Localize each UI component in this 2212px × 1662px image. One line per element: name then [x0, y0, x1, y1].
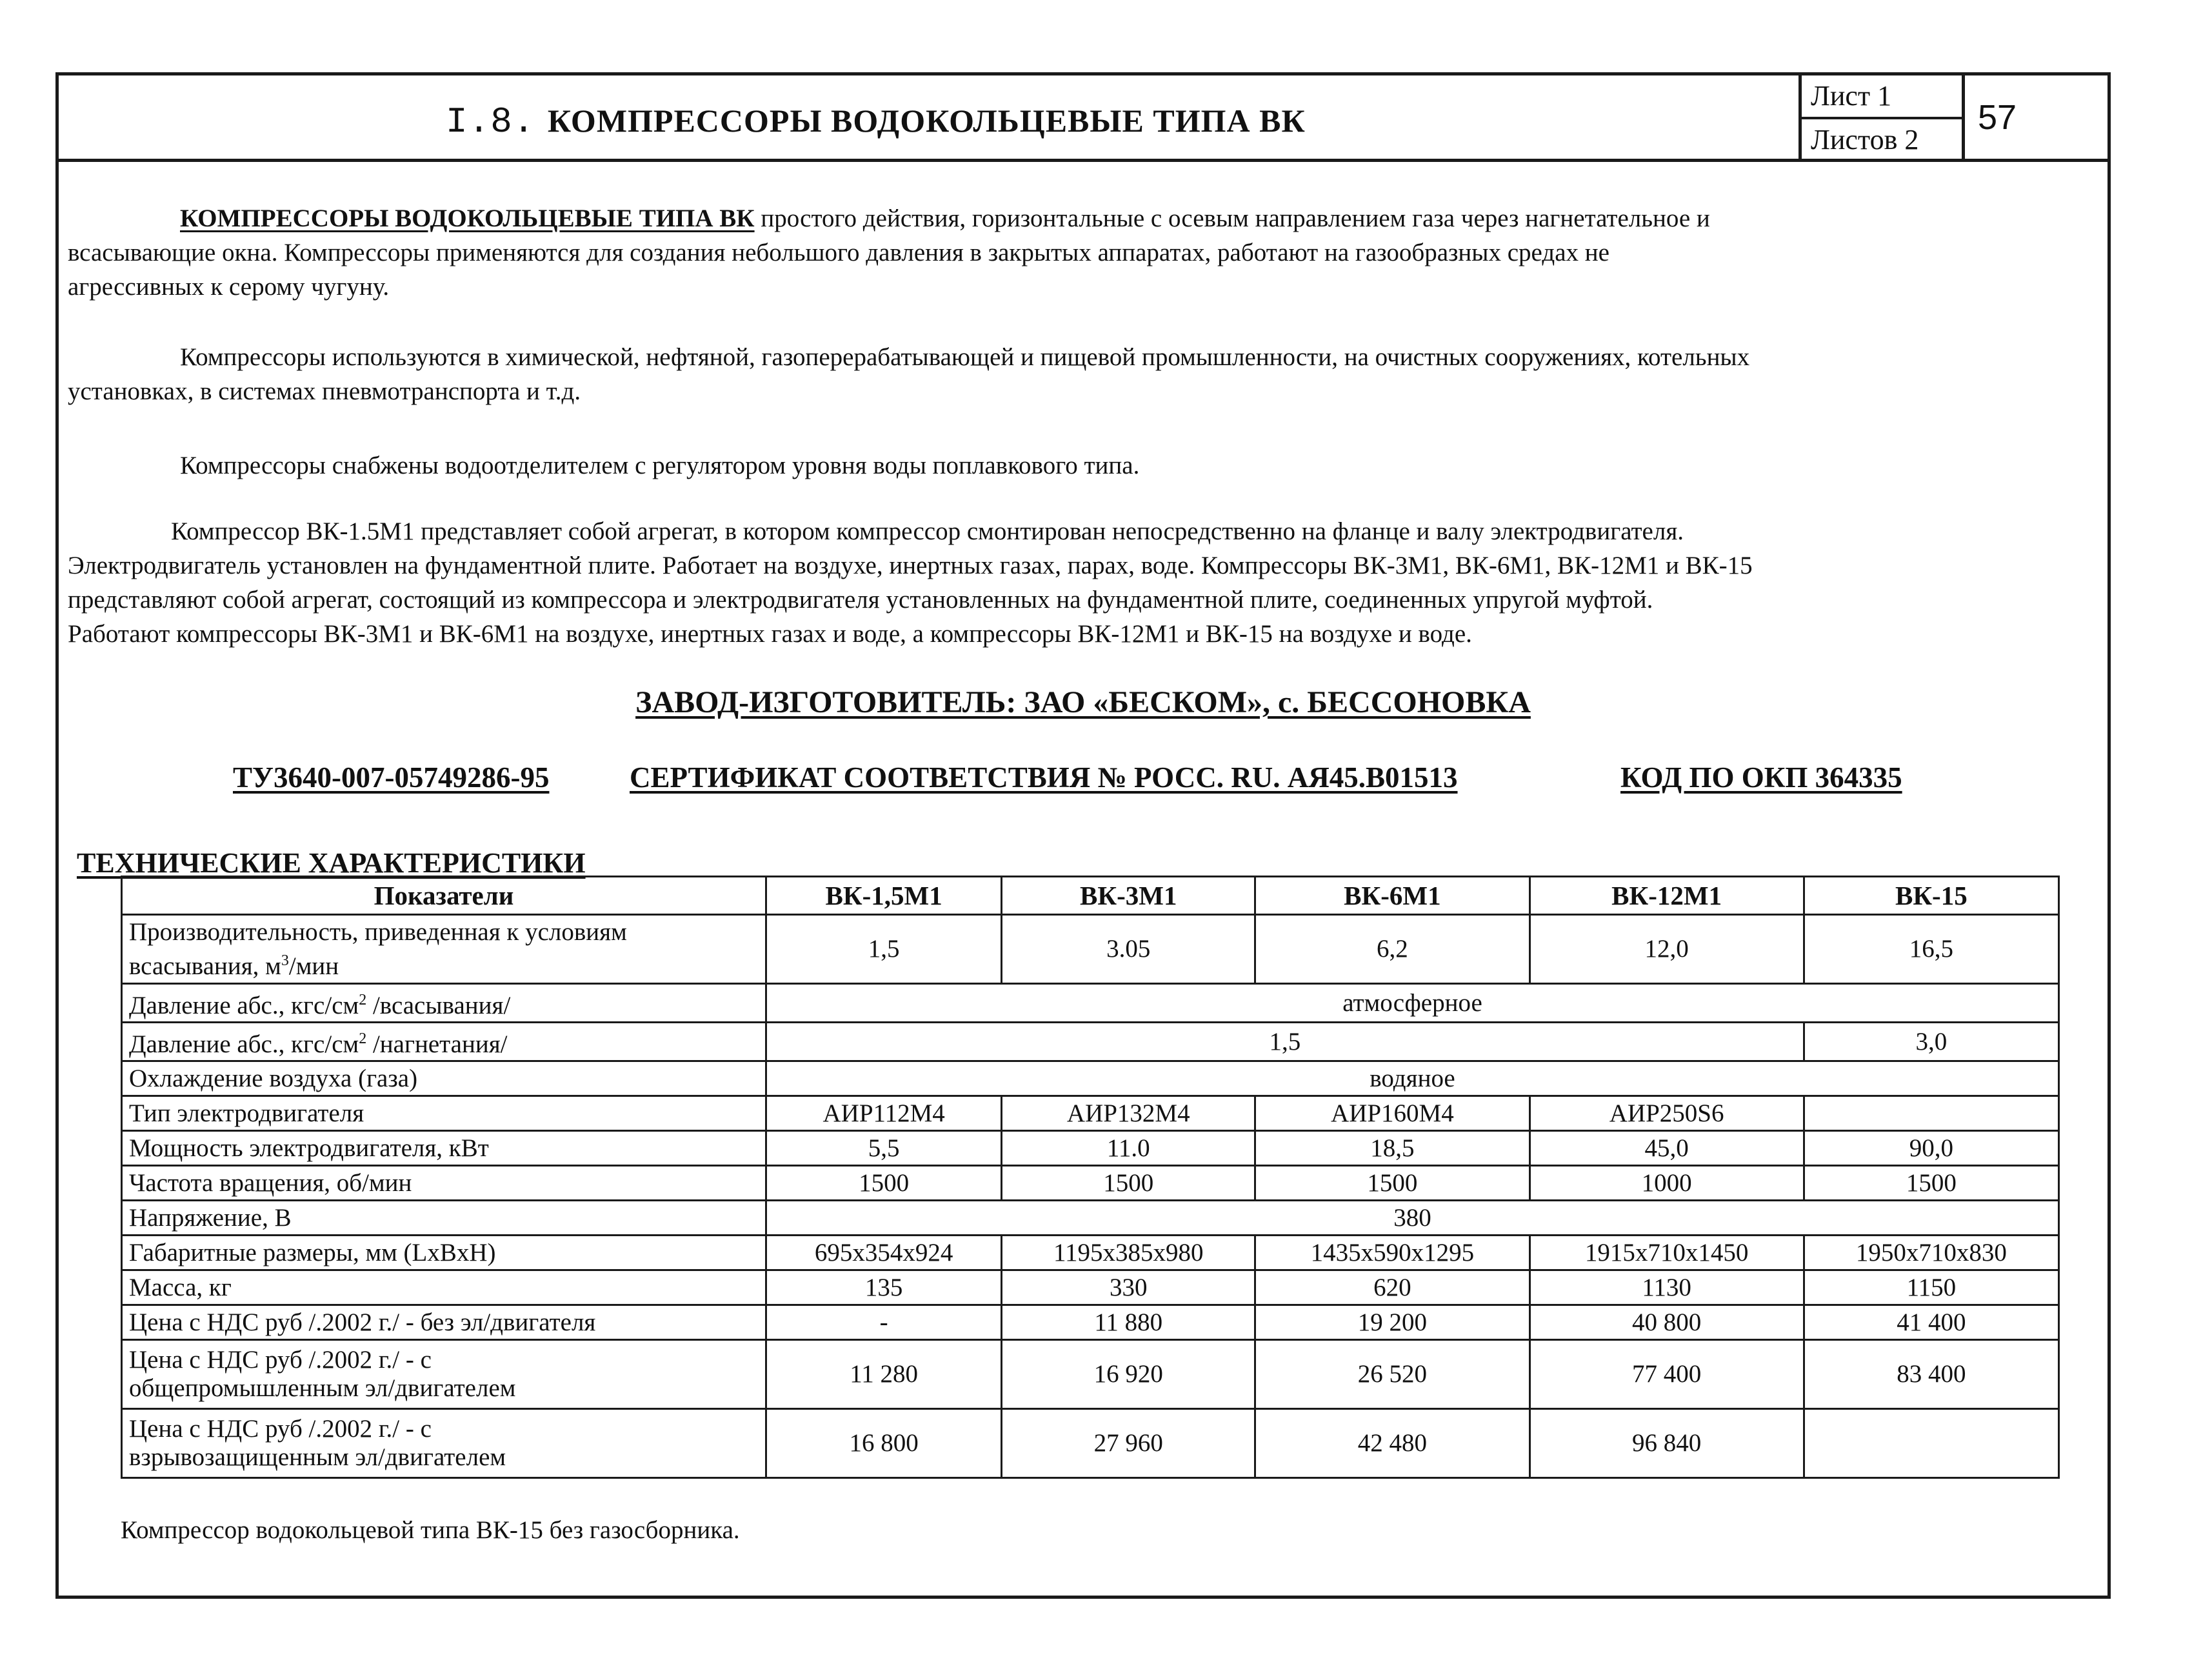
title-text: КОМПРЕССОРЫ ВОДОКОЛЬЦЕВЫЕ ТИПА ВК [547, 103, 1306, 139]
table-row [122, 984, 2059, 1023]
table-row [122, 1061, 2059, 1096]
table-row [122, 1236, 2059, 1270]
row-label: Габаритные размеры, мм (LxBxH) [122, 1236, 766, 1270]
table-cell: 1,5 [766, 915, 1002, 984]
row-label: Частота вращения, об/мин [122, 1166, 766, 1201]
row-label [122, 1023, 766, 1061]
table-header-row [122, 877, 2059, 915]
row-label [122, 1409, 766, 1478]
label-part: /мин [288, 952, 339, 980]
page-frame [55, 72, 2111, 1599]
label-part: /всасывания/ [366, 992, 511, 1019]
table-cell: АИР112М4 [766, 1096, 1002, 1131]
label-part: всасывания, м [129, 952, 281, 980]
table-cell: АИР132М4 [1002, 1096, 1255, 1131]
table-cell: 27 960 [1002, 1409, 1255, 1478]
row-label: Цена с НДС руб /.2002 г./ - без эл/двигателя [122, 1305, 766, 1340]
header-cell: ВК-6М1 [1255, 877, 1529, 915]
table-row [122, 1131, 2059, 1166]
table-cell: 40 800 [1529, 1305, 1804, 1340]
table-cell-merged: водяное [766, 1061, 2059, 1096]
table-cell: 42 480 [1255, 1409, 1529, 1478]
intro-lead: КОМПРЕССОРЫ ВОДОКОЛЬЦЕВЫЕ ТИПА ВК [180, 205, 755, 232]
intro-p2-line2: установках, в системах пневмотранспорта и т.д. [68, 377, 581, 405]
table-cell: 83 400 [1804, 1340, 2058, 1409]
intro-p1-line1: простого действия, горизонтальные с осевым направлением газа через нагнетательное и [761, 205, 1710, 232]
spec-table [121, 876, 2060, 1479]
title-bar [59, 75, 2107, 162]
table-cell: 135 [766, 1270, 1002, 1305]
label-superscript: 2 [359, 992, 367, 1008]
table-row [122, 1096, 2059, 1131]
table-cell: 41 400 [1804, 1305, 2058, 1340]
table-cell-merged: 380 [766, 1201, 2059, 1236]
label-part: взрывозащищенным эл/двигателем [129, 1443, 506, 1471]
table-cell: 1500 [766, 1166, 1002, 1201]
table-cell-merged: 1,5 [766, 1023, 1804, 1061]
table-cell: 11 880 [1002, 1305, 1255, 1340]
table-cell: 1500 [1255, 1166, 1529, 1201]
table-cell: 1130 [1529, 1270, 1804, 1305]
intro-p4-line4: Работают компрессоры ВК-3М1 и ВК-6М1 на воздухе, инертных газах и воде, а компрессоры ВК-12М1 и ВК-15 на воздухе и воде. [68, 620, 1472, 648]
table-cell: 3.05 [1002, 915, 1255, 984]
table-cell: 16 920 [1002, 1340, 1255, 1409]
table-row [122, 1340, 2059, 1409]
table-cell: - [766, 1305, 1002, 1340]
table-cell: 12,0 [1529, 915, 1804, 984]
label-superscript: 2 [359, 1030, 367, 1047]
okp-code: КОД ПО ОКП 364335 [1620, 761, 1902, 794]
intro-p3: Компрессоры снабжены водоотделителем с регулятором уровня воды поплавкового типа. [180, 452, 1140, 479]
table-cell: 1500 [1804, 1166, 2058, 1201]
header-cell: ВК-12М1 [1529, 877, 1804, 915]
label-part: Производительность, приведенная к условиям [129, 917, 627, 946]
sheet-info [1798, 75, 1965, 159]
table-cell: 26 520 [1255, 1340, 1529, 1409]
header-cell: Показатели [122, 877, 766, 915]
table-cell: 16 800 [766, 1409, 1002, 1478]
row-label [122, 915, 766, 984]
label-part: общепромышленным эл/двигателем [129, 1374, 516, 1402]
intro-p4-line2: Электродвигатель установлен на фундаментной плите. Работает на воздухе, инертных газах, парах, воде. Компрессоры ВК-3М1, ВК-6М1, ВК-12М1 и ВК-15 [68, 552, 1753, 579]
table-cell: 77 400 [1529, 1340, 1804, 1409]
table-row [122, 1166, 2059, 1201]
section-number: I.8. [446, 101, 535, 143]
table-row [122, 1201, 2059, 1236]
tu-code: ТУ3640-007-05749286-95 [233, 761, 550, 794]
label-part: Давление абс., кгс/см [129, 1030, 359, 1058]
intro-p4-line3: представляют собой агрегат, состоящий из компрессора и электродвигателя установленных на фундаментной плите, соединенных упругой муфтой. [68, 586, 1653, 614]
table-cell [1804, 1096, 2058, 1131]
label-part: Давление абс., кгс/см [129, 992, 359, 1019]
page-title [446, 101, 1306, 143]
table-row [122, 1305, 2059, 1340]
table-cell: 18,5 [1255, 1131, 1529, 1166]
manufacturer-heading: ЗАВОД-ИЗГОТОВИТЕЛЬ: ЗАО «БЕСКОМ», с. БЕССОНОВКА [635, 685, 1531, 719]
table-cell: 1500 [1002, 1166, 1255, 1201]
table-cell: 16,5 [1804, 915, 2058, 984]
table-cell [1804, 1409, 2058, 1478]
intro-p2-line1: Компрессоры используются в химической, нефтяной, газоперерабатывающей и пищевой промышленности, на очистных сооружениях, котельных [180, 343, 1750, 371]
table-row [122, 915, 2059, 984]
table-cell: 695x354x924 [766, 1236, 1002, 1270]
tech-heading: ТЕХНИЧЕСКИЕ ХАРАКТЕРИСТИКИ [77, 847, 586, 879]
table-cell: 1435x590x1295 [1255, 1236, 1529, 1270]
intro-p1-line3: агрессивных к серому чугуну. [68, 273, 390, 301]
header-cell: ВК-15 [1804, 877, 2058, 915]
table-cell: АИР250S6 [1529, 1096, 1804, 1131]
table-cell: 45,0 [1529, 1131, 1804, 1166]
footnote: Компрессор водокольцевой типа ВК-15 без газосборника. [121, 1516, 740, 1544]
table-cell: 1950x710x830 [1804, 1236, 2058, 1270]
table-cell: 6,2 [1255, 915, 1529, 984]
table-cell: 96 840 [1529, 1409, 1804, 1478]
intro-paragraph-2 [68, 340, 2100, 408]
table-cell: 11 280 [766, 1340, 1002, 1409]
intro-p4-line1: Компрессор ВК-1.5М1 представляет собой агрегат, в котором компрессор смонтирован непосредственно на фланце и валу электродвигателя. [171, 517, 1684, 545]
intro-p1-line2: всасывающие окна. Компрессоры применяются для создания небольшого давления в закрытых аппаратах, работают на газообразных средах не [68, 239, 1609, 266]
row-label [122, 984, 766, 1023]
sheets-total: Листов 2 [1802, 117, 1962, 158]
table-row [122, 1023, 2059, 1061]
table-cell: 1000 [1529, 1166, 1804, 1201]
table-cell: 11.0 [1002, 1131, 1255, 1166]
row-label [122, 1340, 766, 1409]
certificate-code: СЕРТИФИКАТ СООТВЕТСТВИЯ № РОСС. RU. АЯ45.В01513 [630, 761, 1458, 794]
row-label: Напряжение, В [122, 1201, 766, 1236]
row-label: Охлаждение воздуха (газа) [122, 1061, 766, 1096]
label-part: Цена с НДС руб /.2002 г./ - с [129, 1346, 432, 1374]
intro-paragraph-3 [68, 448, 2100, 483]
intro-paragraph-4 [68, 514, 2100, 651]
label-superscript: 3 [281, 952, 289, 969]
table-cell: 90,0 [1804, 1131, 2058, 1166]
table-cell-merged: атмосферное [766, 984, 2059, 1023]
page-number: 57 [1978, 98, 2017, 137]
table-cell: 1195x385x980 [1002, 1236, 1255, 1270]
table-cell: 5,5 [766, 1131, 1002, 1166]
table-cell: 620 [1255, 1270, 1529, 1305]
row-label: Тип электродвигателя [122, 1096, 766, 1131]
table-cell: 330 [1002, 1270, 1255, 1305]
row-label: Масса, кг [122, 1270, 766, 1305]
header-cell: ВК-3М1 [1002, 877, 1255, 915]
table-row [122, 1270, 2059, 1305]
label-part: Цена с НДС руб /.2002 г./ - с [129, 1415, 432, 1443]
sheet-number: Лист 1 [1811, 80, 1892, 112]
table-cell: 19 200 [1255, 1305, 1529, 1340]
intro-paragraph-1 [68, 201, 2100, 304]
row-label: Мощность электродвигателя, кВт [122, 1131, 766, 1166]
label-part: /нагнетания/ [366, 1030, 508, 1058]
table-cell: 1150 [1804, 1270, 2058, 1305]
table-row [122, 1409, 2059, 1478]
table-cell: 1915x710x1450 [1529, 1236, 1804, 1270]
header-cell: ВК-1,5М1 [766, 877, 1002, 915]
table-cell: АИР160М4 [1255, 1096, 1529, 1131]
table-cell: 3,0 [1804, 1023, 2058, 1061]
